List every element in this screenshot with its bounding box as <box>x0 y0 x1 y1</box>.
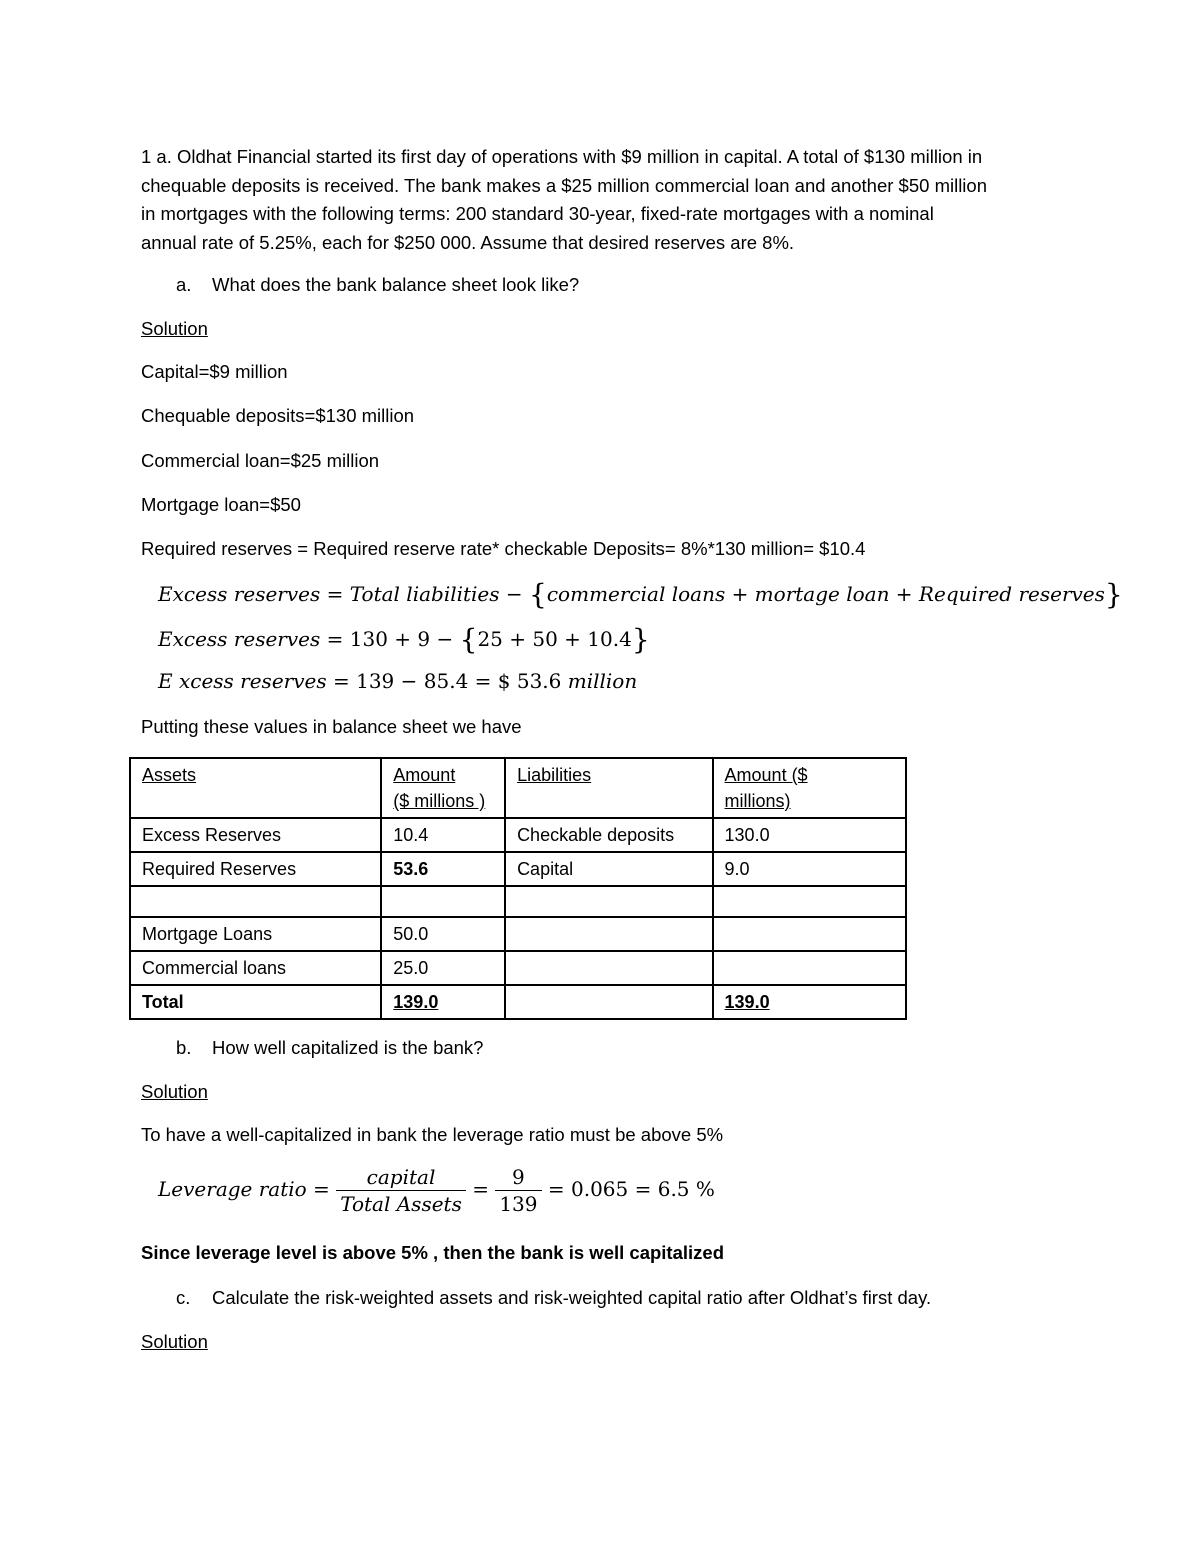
question-line: annual rate of 5.25%, each for $250 000. Assume that desired reserves are 8%. <box>141 231 795 253</box>
part-b-question <box>176 1037 483 1059</box>
table-row <box>130 917 906 951</box>
eq1-term: Total liabilities <box>349 582 500 606</box>
liability-name: Capital <box>505 852 712 886</box>
table-header-row <box>130 758 906 818</box>
excess-reserves-equation-2: Excess reserves = 130 + 9 − {25 + 50 + 10.4} <box>158 623 650 656</box>
question-line: 1 a. Oldhat Financial started its first day of operations with $9 million in capital. A total of $130 million in <box>141 146 983 167</box>
table-row <box>130 951 906 985</box>
asset-name: Commercial loans <box>130 951 381 985</box>
liability-name <box>505 917 712 951</box>
eq3-unit: million <box>567 669 638 693</box>
part-c-text: Calculate the risk-weighted assets and risk-weighted capital ratio after Oldhat’s first day. <box>212 1287 932 1308</box>
commercial-loan-line: Commercial loan=$25 million <box>141 450 380 471</box>
part-b-text: How well capitalized is the bank? <box>212 1037 484 1058</box>
header-assets: Assets <box>130 758 381 818</box>
liability-amount: 9.0 <box>713 852 906 886</box>
asset-amount: 25.0 <box>381 951 505 985</box>
liability-name <box>505 886 712 917</box>
total-assets: 139.0 <box>381 985 505 1019</box>
part-a-question <box>176 274 579 296</box>
solution-label-c: Solution <box>141 1331 208 1352</box>
asset-name <box>130 886 381 917</box>
asset-name: Required Reserves <box>130 852 381 886</box>
question-intro <box>141 143 1071 257</box>
eq3-lhs: E xcess reserves <box>158 669 327 693</box>
liability-amount <box>713 951 906 985</box>
solution-label-b: Solution <box>141 1081 208 1102</box>
table-row <box>130 886 906 917</box>
eq2-term: 130 + 9 <box>349 627 431 651</box>
excess-reserves-equation-3: E xcess reserves = 139 − 85.4 = $ 53.6 million <box>158 669 638 693</box>
deposits-line: Chequable deposits=$130 million <box>141 405 415 426</box>
solution-label-a: Solution <box>141 318 208 339</box>
liability-name <box>505 951 712 985</box>
leverage-ratio-equation: Leverage ratio = $\frac{\text{capital}}{\text{Total Assets}}$ = $\frac{9}{139}$ = 0.065 = 6.5 % <box>158 1165 715 1216</box>
part-c-marker: c. <box>176 1287 191 1308</box>
asset-amount: 50.0 <box>381 917 505 951</box>
fraction-capital-over-assets: $\frac{\text{capital}}{\text{Total Assets}}$ <box>336 1164 466 1217</box>
fraction-9-over-139: $\frac{9}{139}$ <box>495 1164 541 1217</box>
asset-name: Mortgage Loans <box>130 917 381 951</box>
asset-amount: 10.4 <box>381 818 505 852</box>
part-a-marker: a. <box>176 274 192 295</box>
header-asset-amount: Amount ($ millions ) <box>381 758 505 818</box>
conclusion-line: Since leverage level is above 5% , then the bank is well capitalized <box>141 1242 724 1263</box>
question-line: in mortgages with the following terms: 200 standard 30-year, fixed-rate mortgages with a nominal <box>141 203 934 224</box>
question-line: chequable deposits is received. The bank makes a $25 million commercial loan and another $50 million <box>141 174 987 196</box>
eq2-group: 25 + 50 + 10.4 <box>477 627 632 651</box>
eq1-lhs: Excess reserves <box>158 582 321 606</box>
eq3-value: 139 − 85.4 = $ 53.6 <box>356 669 562 693</box>
eq2-lhs: Excess reserves <box>158 627 321 651</box>
asset-amount <box>381 886 505 917</box>
liability-amount <box>713 886 906 917</box>
table-row <box>130 818 906 852</box>
part-b-marker: b. <box>176 1037 192 1058</box>
liability-amount: 130.0 <box>713 818 906 852</box>
excess-reserves-equation-1: Excess reserves = Total liabilities − {commercial loans + mortage loan + Required reserves} <box>158 578 1123 611</box>
header-liability-amount: Amount ($ millions) <box>713 758 906 818</box>
liability-amount <box>713 917 906 951</box>
liability-name: Checkable deposits <box>505 818 712 852</box>
balance-sheet-table <box>129 757 907 1020</box>
part-a-text: What does the bank balance sheet look like? <box>212 274 580 295</box>
eq1-group: commercial loans + mortage loan + Required reserves <box>546 582 1105 606</box>
putting-values-line: Putting these values in balance sheet we have <box>141 716 522 737</box>
total-blank <box>505 985 712 1019</box>
total-liabilities: 139.0 <box>713 985 906 1019</box>
table-row <box>130 852 906 886</box>
asset-name: Excess Reserves <box>130 818 381 852</box>
part-c-question <box>176 1287 931 1309</box>
leverage-result: 0.065 = 6.5 % <box>571 1177 715 1201</box>
leverage-lhs: Leverage ratio <box>158 1177 307 1201</box>
capital-line: Capital=$9 million <box>141 361 288 382</box>
well-capitalized-text: To have a well-capitalized in bank the leverage ratio must be above 5% <box>141 1124 724 1145</box>
mortgage-loan-line: Mortgage loan=$50 <box>141 494 301 515</box>
header-liabilities: Liabilities <box>505 758 712 818</box>
total-label: Total <box>130 985 381 1019</box>
asset-amount: 53.6 <box>381 852 505 886</box>
table-total-row <box>130 985 906 1019</box>
required-reserves-line: Required reserves = Required reserve rate* checkable Deposits= 8%*130 million= $10.4 <box>141 538 866 559</box>
